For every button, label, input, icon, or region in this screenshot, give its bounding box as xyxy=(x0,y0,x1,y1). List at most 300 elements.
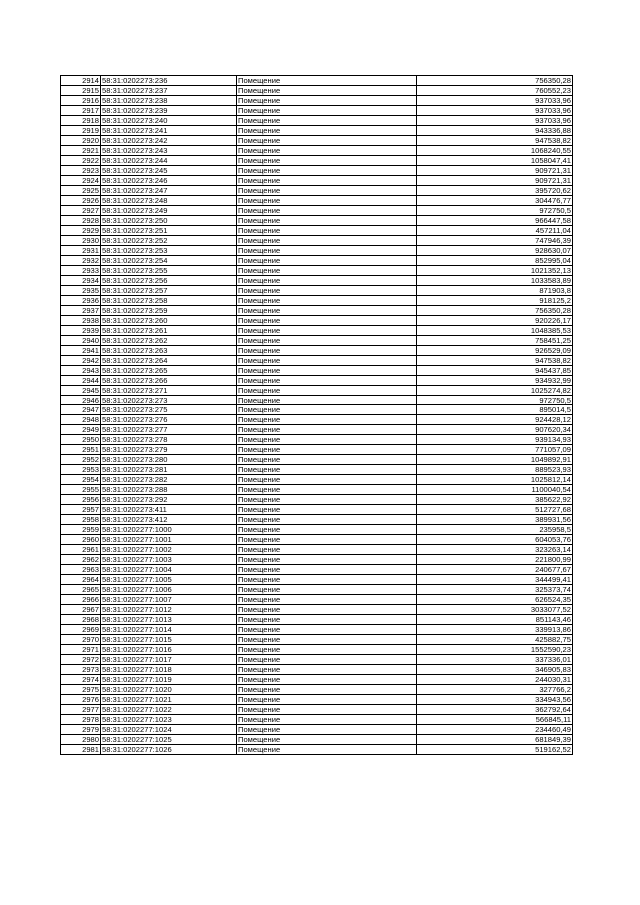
row-number-cell: 2914 xyxy=(61,76,101,86)
cadastral-number-cell: 58:31:0202277:1024 xyxy=(101,724,237,734)
cadastral-value-cell: 339913,86 xyxy=(417,625,573,635)
table-row xyxy=(61,215,573,225)
row-number-cell: 2921 xyxy=(61,145,101,155)
row-number-cell: 2930 xyxy=(61,235,101,245)
row-number-cell: 2965 xyxy=(61,585,101,595)
row-number-cell: 2926 xyxy=(61,195,101,205)
table-row xyxy=(61,265,573,275)
table-row xyxy=(61,95,573,105)
table-row xyxy=(61,425,573,435)
object-type-cell: Помещение xyxy=(237,275,417,285)
table-row xyxy=(61,715,573,725)
cadastral-number-cell: 58:31:0202273:271 xyxy=(101,385,237,395)
row-number-cell: 2938 xyxy=(61,315,101,325)
object-type-cell: Помещение xyxy=(237,695,417,705)
cadastral-number-cell: 58:31:0202273:248 xyxy=(101,195,237,205)
cadastral-value-cell: 604053,76 xyxy=(417,535,573,545)
cadastral-number-cell: 58:31:0202273:277 xyxy=(101,425,237,435)
object-type-cell: Помещение xyxy=(237,645,417,655)
table-row xyxy=(61,185,573,195)
row-number-cell: 2964 xyxy=(61,575,101,585)
cadastral-value-cell: 1033583,89 xyxy=(417,275,573,285)
cadastral-number-cell: 58:31:0202273:273 xyxy=(101,395,237,405)
object-type-cell: Помещение xyxy=(237,255,417,265)
row-number-cell: 2925 xyxy=(61,185,101,195)
table-row xyxy=(61,225,573,235)
row-number-cell: 2947 xyxy=(61,405,101,415)
cadastral-number-cell: 58:31:0202273:260 xyxy=(101,315,237,325)
object-type-cell: Помещение xyxy=(237,425,417,435)
row-number-cell: 2933 xyxy=(61,265,101,275)
object-type-cell: Помещение xyxy=(237,125,417,135)
object-type-cell: Помещение xyxy=(237,724,417,734)
cadastral-number-cell: 58:31:0202273:246 xyxy=(101,175,237,185)
table-row xyxy=(61,165,573,175)
row-number-cell: 2918 xyxy=(61,115,101,125)
row-number-cell: 2941 xyxy=(61,345,101,355)
cadastral-number-cell: 58:31:0202273:251 xyxy=(101,225,237,235)
cadastral-number-cell: 58:31:0202277:1004 xyxy=(101,565,237,575)
cadastral-number-cell: 58:31:0202273:279 xyxy=(101,445,237,455)
object-type-cell: Помещение xyxy=(237,76,417,86)
cadastral-value-cell: 362792,64 xyxy=(417,705,573,715)
cadastral-number-cell: 58:31:0202273:249 xyxy=(101,205,237,215)
cadastral-number-cell: 58:31:0202273:253 xyxy=(101,245,237,255)
object-type-cell: Помещение xyxy=(237,85,417,95)
cadastral-number-cell: 58:31:0202277:1001 xyxy=(101,535,237,545)
cadastral-value-cell: 934932,99 xyxy=(417,375,573,385)
object-type-cell: Помещение xyxy=(237,445,417,455)
cadastral-number-cell: 58:31:0202277:1023 xyxy=(101,715,237,725)
table-row xyxy=(61,525,573,535)
table-row xyxy=(61,255,573,265)
object-type-cell: Помещение xyxy=(237,305,417,315)
object-type-cell: Помещение xyxy=(237,685,417,695)
table-row xyxy=(61,375,573,385)
cadastral-value-cell: 234460,49 xyxy=(417,724,573,734)
object-type-cell: Помещение xyxy=(237,325,417,335)
table-row xyxy=(61,305,573,315)
cadastral-value-cell: 771057,09 xyxy=(417,445,573,455)
cadastral-number-cell: 58:31:0202273:265 xyxy=(101,365,237,375)
cadastral-value-cell: 943336,88 xyxy=(417,125,573,135)
object-type-cell: Помещение xyxy=(237,315,417,325)
table-row xyxy=(61,705,573,715)
cadastral-value-cell: 756350,28 xyxy=(417,305,573,315)
cadastral-number-cell: 58:31:0202273:281 xyxy=(101,465,237,475)
object-type-cell: Помещение xyxy=(237,355,417,365)
cadastral-number-cell: 58:31:0202273:276 xyxy=(101,415,237,425)
cadastral-value-cell: 325373,74 xyxy=(417,585,573,595)
table-row xyxy=(61,365,573,375)
cadastral-number-cell: 58:31:0202273:245 xyxy=(101,165,237,175)
table-row xyxy=(61,145,573,155)
cadastral-value-cell: 945437,85 xyxy=(417,365,573,375)
object-type-cell: Помещение xyxy=(237,705,417,715)
table-row xyxy=(61,635,573,645)
cadastral-value-cell: 1048385,53 xyxy=(417,325,573,335)
row-number-cell: 2946 xyxy=(61,395,101,405)
cadastral-value-cell: 334943,56 xyxy=(417,695,573,705)
table-row xyxy=(61,495,573,505)
object-type-cell: Помещение xyxy=(237,155,417,165)
cadastral-number-cell: 58:31:0202277:1003 xyxy=(101,555,237,565)
row-number-cell: 2948 xyxy=(61,415,101,425)
object-type-cell: Помещение xyxy=(237,585,417,595)
row-number-cell: 2976 xyxy=(61,695,101,705)
cadastral-value-cell: 240677,67 xyxy=(417,565,573,575)
row-number-cell: 2944 xyxy=(61,375,101,385)
table-row xyxy=(61,555,573,565)
row-number-cell: 2917 xyxy=(61,105,101,115)
table-row xyxy=(61,175,573,185)
cadastral-value-cell: 519162,52 xyxy=(417,744,573,754)
table-row xyxy=(61,605,573,615)
cadastral-value-cell: 327766,2 xyxy=(417,685,573,695)
cadastral-number-cell: 58:31:0202273:275 xyxy=(101,405,237,415)
cadastral-number-cell: 58:31:0202273:266 xyxy=(101,375,237,385)
cadastral-value-cell: 681849,39 xyxy=(417,734,573,744)
row-number-cell: 2966 xyxy=(61,595,101,605)
table-row xyxy=(61,245,573,255)
object-type-cell: Помещение xyxy=(237,375,417,385)
cadastral-value-cell: 1058047,41 xyxy=(417,155,573,165)
cadastral-number-cell: 58:31:0202273:241 xyxy=(101,125,237,135)
cadastral-number-cell: 58:31:0202273:280 xyxy=(101,455,237,465)
table-row xyxy=(61,315,573,325)
cadastral-number-cell: 58:31:0202273:257 xyxy=(101,285,237,295)
cadastral-number-cell: 58:31:0202273:411 xyxy=(101,505,237,515)
cadastral-value-cell: 909721,31 xyxy=(417,165,573,175)
table-row xyxy=(61,155,573,165)
table-row xyxy=(61,465,573,475)
object-type-cell: Помещение xyxy=(237,235,417,245)
cadastral-number-cell: 58:31:0202273:264 xyxy=(101,355,237,365)
row-number-cell: 2919 xyxy=(61,125,101,135)
object-type-cell: Помещение xyxy=(237,515,417,525)
object-type-cell: Помещение xyxy=(237,535,417,545)
cadastral-value-cell: 909721,31 xyxy=(417,175,573,185)
cadastral-value-cell: 937033,96 xyxy=(417,95,573,105)
row-number-cell: 2931 xyxy=(61,245,101,255)
table-row xyxy=(61,325,573,335)
cadastral-number-cell: 58:31:0202273:239 xyxy=(101,105,237,115)
cadastral-value-cell: 389931,56 xyxy=(417,515,573,525)
cadastral-value-cell: 1552590,23 xyxy=(417,645,573,655)
row-number-cell: 2981 xyxy=(61,744,101,754)
cadastral-number-cell: 58:31:0202273:242 xyxy=(101,135,237,145)
cadastral-number-cell: 58:31:0202273:247 xyxy=(101,185,237,195)
object-type-cell: Помещение xyxy=(237,435,417,445)
document-page xyxy=(60,75,573,755)
table-row xyxy=(61,435,573,445)
cadastral-value-cell: 928630,07 xyxy=(417,245,573,255)
table-row xyxy=(61,105,573,115)
cadastral-value-cell: 760552,23 xyxy=(417,85,573,95)
object-type-cell: Помещение xyxy=(237,385,417,395)
table-row xyxy=(61,734,573,744)
row-number-cell: 2934 xyxy=(61,275,101,285)
cadastral-value-cell: 1100040,54 xyxy=(417,485,573,495)
object-type-cell: Помещение xyxy=(237,265,417,275)
cadastral-value-cell: 566845,11 xyxy=(417,715,573,725)
object-type-cell: Помещение xyxy=(237,335,417,345)
table-row xyxy=(61,724,573,734)
object-type-cell: Помещение xyxy=(237,575,417,585)
cadastral-number-cell: 58:31:0202273:238 xyxy=(101,95,237,105)
object-type-cell: Помещение xyxy=(237,595,417,605)
row-number-cell: 2970 xyxy=(61,635,101,645)
cadastral-number-cell: 58:31:0202273:243 xyxy=(101,145,237,155)
object-type-cell: Помещение xyxy=(237,115,417,125)
row-number-cell: 2977 xyxy=(61,705,101,715)
cadastral-number-cell: 58:31:0202277:1016 xyxy=(101,645,237,655)
cadastral-number-cell: 58:31:0202277:1025 xyxy=(101,734,237,744)
object-type-cell: Помещение xyxy=(237,505,417,515)
object-type-cell: Помещение xyxy=(237,715,417,725)
object-type-cell: Помещение xyxy=(237,675,417,685)
row-number-cell: 2922 xyxy=(61,155,101,165)
cadastral-number-cell: 58:31:0202277:1022 xyxy=(101,705,237,715)
cadastral-value-cell: 385622,92 xyxy=(417,495,573,505)
table-row xyxy=(61,335,573,345)
table-row xyxy=(61,535,573,545)
cadastral-value-cell: 337336,01 xyxy=(417,655,573,665)
row-number-cell: 2975 xyxy=(61,685,101,695)
row-number-cell: 2951 xyxy=(61,445,101,455)
table-row xyxy=(61,545,573,555)
object-type-cell: Помещение xyxy=(237,455,417,465)
row-number-cell: 2920 xyxy=(61,135,101,145)
object-type-cell: Помещение xyxy=(237,495,417,505)
table-row xyxy=(61,585,573,595)
row-number-cell: 2923 xyxy=(61,165,101,175)
cadastral-value-cell: 924428,12 xyxy=(417,415,573,425)
cadastral-value-cell: 235958,5 xyxy=(417,525,573,535)
cadastral-value-cell: 747946,39 xyxy=(417,235,573,245)
table-row xyxy=(61,615,573,625)
row-number-cell: 2949 xyxy=(61,425,101,435)
object-type-cell: Помещение xyxy=(237,395,417,405)
row-number-cell: 2960 xyxy=(61,535,101,545)
table-row xyxy=(61,455,573,465)
table-row xyxy=(61,295,573,305)
cadastral-value-cell: 920226,17 xyxy=(417,315,573,325)
object-type-cell: Помещение xyxy=(237,485,417,495)
cadastral-number-cell: 58:31:0202277:1007 xyxy=(101,595,237,605)
table-row xyxy=(61,505,573,515)
object-type-cell: Помещение xyxy=(237,95,417,105)
row-number-cell: 2963 xyxy=(61,565,101,575)
table-row xyxy=(61,135,573,145)
cadastral-value-cell: 907620,34 xyxy=(417,425,573,435)
cadastral-number-cell: 58:31:0202277:1015 xyxy=(101,635,237,645)
table-row xyxy=(61,665,573,675)
cadastral-value-cell: 972750,5 xyxy=(417,205,573,215)
cadastral-number-cell: 58:31:0202273:262 xyxy=(101,335,237,345)
object-type-cell: Помещение xyxy=(237,744,417,754)
cadastral-value-cell: 1025274,82 xyxy=(417,385,573,395)
row-number-cell: 2961 xyxy=(61,545,101,555)
cadastral-value-cell: 512727,68 xyxy=(417,505,573,515)
cadastral-number-cell: 58:31:0202277:1012 xyxy=(101,605,237,615)
row-number-cell: 2979 xyxy=(61,724,101,734)
cadastral-number-cell: 58:31:0202273:244 xyxy=(101,155,237,165)
cadastral-number-cell: 58:31:0202273:292 xyxy=(101,495,237,505)
object-type-cell: Помещение xyxy=(237,195,417,205)
cadastral-value-cell: 626524,35 xyxy=(417,595,573,605)
cadastral-value-cell: 425882,75 xyxy=(417,635,573,645)
cadastral-number-cell: 58:31:0202273:236 xyxy=(101,76,237,86)
row-number-cell: 2967 xyxy=(61,605,101,615)
cadastral-value-cell: 1068240,55 xyxy=(417,145,573,155)
object-type-cell: Помещение xyxy=(237,415,417,425)
row-number-cell: 2978 xyxy=(61,715,101,725)
object-type-cell: Помещение xyxy=(237,285,417,295)
object-type-cell: Помещение xyxy=(237,525,417,535)
object-type-cell: Помещение xyxy=(237,465,417,475)
cadastral-value-cell: 939134,93 xyxy=(417,435,573,445)
cadastral-number-cell: 58:31:0202277:1017 xyxy=(101,655,237,665)
object-type-cell: Помещение xyxy=(237,665,417,675)
row-number-cell: 2937 xyxy=(61,305,101,315)
cadastral-number-cell: 58:31:0202277:1026 xyxy=(101,744,237,754)
object-type-cell: Помещение xyxy=(237,625,417,635)
cadastral-value-cell: 851143,46 xyxy=(417,615,573,625)
cadastral-number-cell: 58:31:0202277:1014 xyxy=(101,625,237,635)
cadastral-number-cell: 58:31:0202277:1005 xyxy=(101,575,237,585)
table-row xyxy=(61,485,573,495)
cadastral-number-cell: 58:31:0202277:1018 xyxy=(101,665,237,675)
table-row xyxy=(61,85,573,95)
object-type-cell: Помещение xyxy=(237,345,417,355)
object-type-cell: Помещение xyxy=(237,105,417,115)
cadastral-number-cell: 58:31:0202277:1000 xyxy=(101,525,237,535)
cadastral-number-cell: 58:31:0202273:259 xyxy=(101,305,237,315)
table-row xyxy=(61,575,573,585)
cadastral-value-cell: 221800,99 xyxy=(417,555,573,565)
cadastral-number-cell: 58:31:0202277:1021 xyxy=(101,695,237,705)
row-number-cell: 2972 xyxy=(61,655,101,665)
object-type-cell: Помещение xyxy=(237,205,417,215)
row-number-cell: 2954 xyxy=(61,475,101,485)
row-number-cell: 2959 xyxy=(61,525,101,535)
cadastral-number-cell: 58:31:0202273:282 xyxy=(101,475,237,485)
table-row xyxy=(61,655,573,665)
table-row xyxy=(61,76,573,86)
object-type-cell: Помещение xyxy=(237,185,417,195)
row-number-cell: 2939 xyxy=(61,325,101,335)
object-type-cell: Помещение xyxy=(237,475,417,485)
cadastral-number-cell: 58:31:0202273:252 xyxy=(101,235,237,245)
cadastral-value-cell: 3033077,52 xyxy=(417,605,573,615)
cadastral-value-table xyxy=(60,75,573,755)
row-number-cell: 2957 xyxy=(61,505,101,515)
table-row xyxy=(61,645,573,655)
table-row xyxy=(61,415,573,425)
row-number-cell: 2924 xyxy=(61,175,101,185)
cadastral-value-cell: 344499,41 xyxy=(417,575,573,585)
row-number-cell: 2943 xyxy=(61,365,101,375)
table-row xyxy=(61,685,573,695)
table-row xyxy=(61,205,573,215)
cadastral-number-cell: 58:31:0202277:1020 xyxy=(101,685,237,695)
object-type-cell: Помещение xyxy=(237,635,417,645)
cadastral-value-cell: 756350,28 xyxy=(417,76,573,86)
row-number-cell: 2969 xyxy=(61,625,101,635)
cadastral-value-cell: 1025812,14 xyxy=(417,475,573,485)
cadastral-number-cell: 58:31:0202273:240 xyxy=(101,115,237,125)
cadastral-number-cell: 58:31:0202273:258 xyxy=(101,295,237,305)
table-row xyxy=(61,125,573,135)
cadastral-number-cell: 58:31:0202273:288 xyxy=(101,485,237,495)
cadastral-value-cell: 926529,09 xyxy=(417,345,573,355)
cadastral-number-cell: 58:31:0202273:250 xyxy=(101,215,237,225)
cadastral-number-cell: 58:31:0202273:255 xyxy=(101,265,237,275)
cadastral-number-cell: 58:31:0202273:261 xyxy=(101,325,237,335)
cadastral-value-cell: 323263,14 xyxy=(417,545,573,555)
table-row xyxy=(61,345,573,355)
row-number-cell: 2980 xyxy=(61,734,101,744)
cadastral-number-cell: 58:31:0202273:263 xyxy=(101,345,237,355)
cadastral-value-cell: 918125,2 xyxy=(417,295,573,305)
object-type-cell: Помещение xyxy=(237,225,417,235)
object-type-cell: Помещение xyxy=(237,215,417,225)
row-number-cell: 2962 xyxy=(61,555,101,565)
cadastral-value-cell: 758451,25 xyxy=(417,335,573,345)
object-type-cell: Помещение xyxy=(237,365,417,375)
object-type-cell: Помещение xyxy=(237,245,417,255)
cadastral-value-cell: 947538,82 xyxy=(417,135,573,145)
cadastral-value-cell: 871903,8 xyxy=(417,285,573,295)
row-number-cell: 2936 xyxy=(61,295,101,305)
row-number-cell: 2974 xyxy=(61,675,101,685)
cadastral-number-cell: 58:31:0202273:278 xyxy=(101,435,237,445)
table-row xyxy=(61,235,573,245)
table-row xyxy=(61,565,573,575)
row-number-cell: 2952 xyxy=(61,455,101,465)
object-type-cell: Помещение xyxy=(237,615,417,625)
table-row xyxy=(61,285,573,295)
cadastral-number-cell: 58:31:0202277:1019 xyxy=(101,675,237,685)
table-row xyxy=(61,475,573,485)
table-row xyxy=(61,395,573,405)
row-number-cell: 2945 xyxy=(61,385,101,395)
row-number-cell: 2955 xyxy=(61,485,101,495)
table-row xyxy=(61,695,573,705)
cadastral-number-cell: 58:31:0202277:1002 xyxy=(101,545,237,555)
row-number-cell: 2929 xyxy=(61,225,101,235)
row-number-cell: 2973 xyxy=(61,665,101,675)
table-row xyxy=(61,405,573,415)
row-number-cell: 2935 xyxy=(61,285,101,295)
cadastral-value-cell: 1021352,13 xyxy=(417,265,573,275)
table-row xyxy=(61,275,573,285)
object-type-cell: Помещение xyxy=(237,605,417,615)
table-row xyxy=(61,445,573,455)
cadastral-number-cell: 58:31:0202277:1013 xyxy=(101,615,237,625)
table-body xyxy=(61,76,573,755)
row-number-cell: 2916 xyxy=(61,95,101,105)
cadastral-value-cell: 947538,82 xyxy=(417,355,573,365)
cadastral-value-cell: 852995,04 xyxy=(417,255,573,265)
cadastral-number-cell: 58:31:0202273:254 xyxy=(101,255,237,265)
table-row xyxy=(61,195,573,205)
row-number-cell: 2968 xyxy=(61,615,101,625)
object-type-cell: Помещение xyxy=(237,175,417,185)
row-number-cell: 2953 xyxy=(61,465,101,475)
cadastral-value-cell: 966447,58 xyxy=(417,215,573,225)
